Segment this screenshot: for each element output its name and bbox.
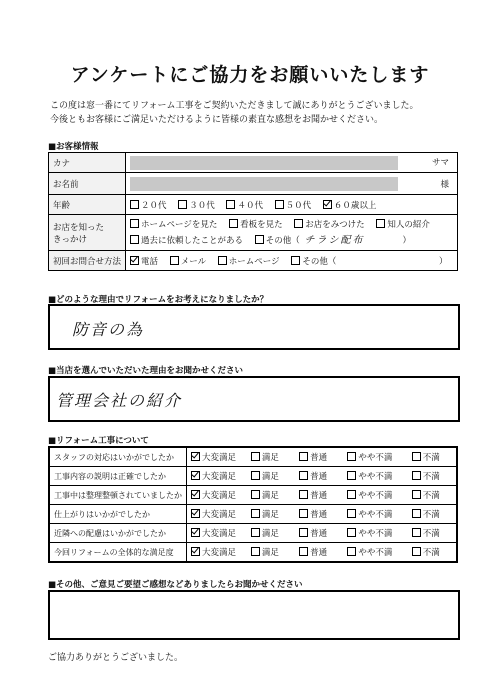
- age-option[interactable]: ４０代: [226, 201, 263, 211]
- source-option[interactable]: 過去に依頼したことがある: [130, 236, 243, 246]
- name-suffix: 様: [440, 180, 449, 190]
- rating-option[interactable]: [247, 486, 295, 505]
- rating-option[interactable]: [343, 467, 407, 486]
- rating-option[interactable]: [295, 486, 343, 505]
- source-checkbox[interactable]: [255, 235, 264, 244]
- source-checkbox[interactable]: [294, 219, 303, 228]
- rating-question: 今回リフォームの全体的な満足度: [49, 543, 187, 563]
- contact-checkbox[interactable]: [130, 256, 139, 265]
- rating-option[interactable]: [408, 505, 457, 524]
- rating-checkbox[interactable]: [191, 528, 200, 537]
- name-label: お名前: [49, 173, 126, 195]
- redacted-block: [130, 177, 398, 191]
- contact-checkbox[interactable]: [218, 256, 227, 265]
- rating-option-label: 普通: [310, 472, 328, 482]
- age-checkbox[interactable]: [178, 200, 187, 209]
- source-other-text[interactable]: チラシ配布: [304, 234, 365, 246]
- rating-option-label: 大変満足: [202, 510, 237, 520]
- rating-option[interactable]: [247, 524, 295, 543]
- rating-option-label: 大変満足: [202, 529, 237, 539]
- rating-row: [49, 543, 457, 563]
- age-checkbox[interactable]: [130, 200, 139, 209]
- rating-option[interactable]: [295, 505, 343, 524]
- rating-checkbox[interactable]: [299, 471, 308, 480]
- contact-checkbox[interactable]: [170, 256, 179, 265]
- age-checkbox[interactable]: [226, 200, 235, 209]
- rating-option-label: 普通: [310, 529, 328, 539]
- source-checkbox[interactable]: [130, 235, 139, 244]
- age-option[interactable]: ３０代: [178, 201, 215, 211]
- age-checkbox[interactable]: [275, 200, 284, 209]
- source-option[interactable]: 知人の紹介: [376, 220, 430, 230]
- source-options: [126, 215, 458, 251]
- rating-option[interactable]: [187, 543, 247, 563]
- rating-option-label: 満足: [261, 548, 279, 558]
- source-label: お店を知った きっかけ: [49, 215, 126, 251]
- intro-line-2: 今後ともお客様にご満足いただけるように皆様の素直な感想をお聞かせください。: [50, 115, 384, 125]
- rating-option[interactable]: [247, 543, 295, 563]
- rating-option-label: 大変満足: [202, 453, 237, 463]
- rating-checkbox[interactable]: [191, 452, 200, 461]
- source-checkbox[interactable]: [229, 219, 238, 228]
- rating-option-label: 普通: [310, 548, 328, 558]
- opinion-heading: ■その他、ご意見ご要望ご感想などありましたらお聞かせください: [48, 580, 303, 590]
- rating-row: [49, 505, 457, 524]
- source-option[interactable]: 看板を見た: [229, 220, 283, 230]
- rating-option-label: やや不満: [358, 453, 393, 463]
- source-checkbox[interactable]: [376, 219, 385, 228]
- store-reason-heading: ■当店を選んでいただいた理由をお聞かせください: [48, 366, 244, 376]
- rating-checkbox[interactable]: [299, 509, 308, 518]
- rating-option-label: 不満: [422, 529, 440, 539]
- rating-option[interactable]: [408, 524, 457, 543]
- rating-option[interactable]: [343, 505, 407, 524]
- rating-option[interactable]: [408, 467, 457, 486]
- rating-question: スタッフの対応はいかがでしたか: [49, 447, 187, 467]
- rating-option[interactable]: [295, 467, 343, 486]
- reason-answer: 防音の為: [72, 320, 145, 339]
- rating-checkbox[interactable]: [251, 471, 260, 480]
- rating-checkbox[interactable]: [191, 471, 200, 480]
- rating-option-label: 満足: [261, 529, 279, 539]
- rating-option[interactable]: [343, 543, 407, 563]
- redacted-block: [130, 156, 398, 170]
- customer-info-table: [48, 152, 458, 271]
- rating-option-label: 満足: [261, 491, 279, 501]
- rating-checkbox[interactable]: [347, 471, 356, 480]
- rating-option-label: 満足: [261, 510, 279, 520]
- rating-option-label: 満足: [261, 472, 279, 482]
- rating-checkbox[interactable]: [347, 528, 356, 537]
- contact-option[interactable]: 電話: [130, 257, 158, 267]
- source-option-other[interactable]: その他（: [255, 236, 300, 246]
- rating-checkbox[interactable]: [412, 471, 421, 480]
- rating-option[interactable]: [187, 505, 247, 524]
- page-title: アンケートにご協力をお願いいたします: [70, 64, 430, 86]
- rating-row: [49, 486, 457, 505]
- rating-checkbox[interactable]: [299, 528, 308, 537]
- rating-option-label: 大変満足: [202, 472, 237, 482]
- rating-option[interactable]: [187, 524, 247, 543]
- contact-option[interactable]: その他（: [291, 257, 336, 267]
- rating-option-label: 大変満足: [202, 548, 237, 558]
- opinion-answer-box[interactable]: [48, 590, 460, 640]
- rating-option[interactable]: [295, 524, 343, 543]
- closing-text: ご協力ありがとうございました。: [48, 653, 184, 663]
- rating-option[interactable]: [343, 524, 407, 543]
- rating-checkbox[interactable]: [412, 528, 421, 537]
- rating-checkbox[interactable]: [191, 490, 200, 499]
- age-option[interactable]: ２０代: [130, 201, 167, 211]
- kana-label: カナ: [49, 153, 126, 173]
- rating-checkbox[interactable]: [412, 490, 421, 499]
- rating-option-label: やや不満: [358, 548, 393, 558]
- rating-question: 工事中は整理整頓されていましたか: [49, 486, 187, 505]
- rating-option-label: やや不満: [358, 472, 393, 482]
- rating-option[interactable]: [408, 543, 457, 563]
- contact-option[interactable]: メール: [170, 257, 206, 267]
- rating-checkbox[interactable]: [412, 547, 421, 556]
- rating-question: 近隣への配慮はいかがでしたか: [49, 524, 187, 543]
- rating-option-label: 不満: [422, 510, 440, 520]
- rating-option[interactable]: [247, 505, 295, 524]
- rating-option[interactable]: [187, 467, 247, 486]
- rating-checkbox[interactable]: [347, 547, 356, 556]
- customer-heading: ■お客様情報: [48, 142, 99, 152]
- rating-question: 工事内容の説明は正確でしたか: [49, 467, 187, 486]
- rating-option[interactable]: [408, 447, 457, 467]
- kana-suffix: サマ: [431, 158, 449, 168]
- rating-checkbox[interactable]: [251, 452, 260, 461]
- name-field[interactable]: [126, 173, 458, 195]
- age-options: [126, 195, 458, 215]
- rating-checkbox[interactable]: [347, 490, 356, 499]
- rating-option-label: 不満: [422, 453, 440, 463]
- rating-row: [49, 467, 457, 486]
- store-reason-answer: 管理会社の紹介: [56, 391, 183, 410]
- kana-field[interactable]: [126, 153, 458, 173]
- rating-checkbox[interactable]: [347, 509, 356, 518]
- rating-option[interactable]: [295, 543, 343, 563]
- source-option[interactable]: お店をみつけた: [294, 220, 364, 230]
- age-option[interactable]: ５０代: [275, 201, 312, 211]
- rating-checkbox[interactable]: [191, 509, 200, 518]
- age-checkbox[interactable]: [323, 200, 332, 209]
- intro-line-1: この度は窓一番にてリフォーム工事をご契約いただきまして誠にありがとうございました。: [50, 101, 419, 111]
- rating-option-label: 普通: [310, 510, 328, 520]
- contact-options: [126, 251, 458, 271]
- rating-option-label: やや不満: [358, 491, 393, 501]
- rating-checkbox[interactable]: [251, 528, 260, 537]
- store-reason-answer-box[interactable]: [48, 376, 460, 422]
- age-label: 年齢: [49, 195, 126, 215]
- contact-checkbox[interactable]: [291, 256, 300, 265]
- source-option[interactable]: ホームページを見た: [130, 220, 217, 230]
- rating-checkbox[interactable]: [251, 509, 260, 518]
- rating-option[interactable]: [187, 447, 247, 467]
- rating-checkbox[interactable]: [251, 547, 260, 556]
- rating-option-label: 不満: [422, 548, 440, 558]
- rating-heading: ■リフォーム工事について: [48, 436, 149, 446]
- rating-option-label: 不満: [422, 491, 440, 501]
- paren-close: ）: [439, 256, 448, 267]
- rating-table: [48, 446, 458, 563]
- rating-option-label: やや不満: [358, 510, 393, 520]
- rating-option[interactable]: [343, 447, 407, 467]
- contact-label: 初回お問合せ方法: [49, 251, 126, 271]
- rating-checkbox[interactable]: [191, 547, 200, 556]
- paren-close: ）: [402, 235, 411, 246]
- rating-option-label: 普通: [310, 453, 328, 463]
- rating-option-label: 大変満足: [202, 491, 237, 501]
- rating-checkbox[interactable]: [299, 452, 308, 461]
- source-checkbox[interactable]: [130, 219, 139, 228]
- rating-option-label: 不満: [422, 472, 440, 482]
- age-option[interactable]: ６０歳以上: [323, 201, 377, 211]
- reason-answer-box[interactable]: [48, 304, 460, 350]
- rating-row: [49, 524, 457, 543]
- contact-option[interactable]: ホームページ: [218, 257, 280, 267]
- rating-option[interactable]: [247, 447, 295, 467]
- rating-option[interactable]: [247, 467, 295, 486]
- rating-checkbox[interactable]: [299, 490, 308, 499]
- rating-checkbox[interactable]: [347, 452, 356, 461]
- rating-option[interactable]: [295, 447, 343, 467]
- rating-question: 仕上がりはいかがでしたか: [49, 505, 187, 524]
- rating-option-label: 普通: [310, 491, 328, 501]
- rating-option-label: やや不満: [358, 529, 393, 539]
- rating-checkbox[interactable]: [251, 490, 260, 499]
- rating-option[interactable]: [187, 486, 247, 505]
- rating-checkbox[interactable]: [412, 509, 421, 518]
- rating-option[interactable]: [343, 486, 407, 505]
- reason-heading: ■どのような理由でリフォームをお考えになりましたか？: [48, 295, 269, 305]
- rating-row: [49, 447, 457, 467]
- rating-checkbox[interactable]: [299, 547, 308, 556]
- rating-checkbox[interactable]: [412, 452, 421, 461]
- rating-option-label: 満足: [261, 453, 279, 463]
- rating-option[interactable]: [408, 486, 457, 505]
